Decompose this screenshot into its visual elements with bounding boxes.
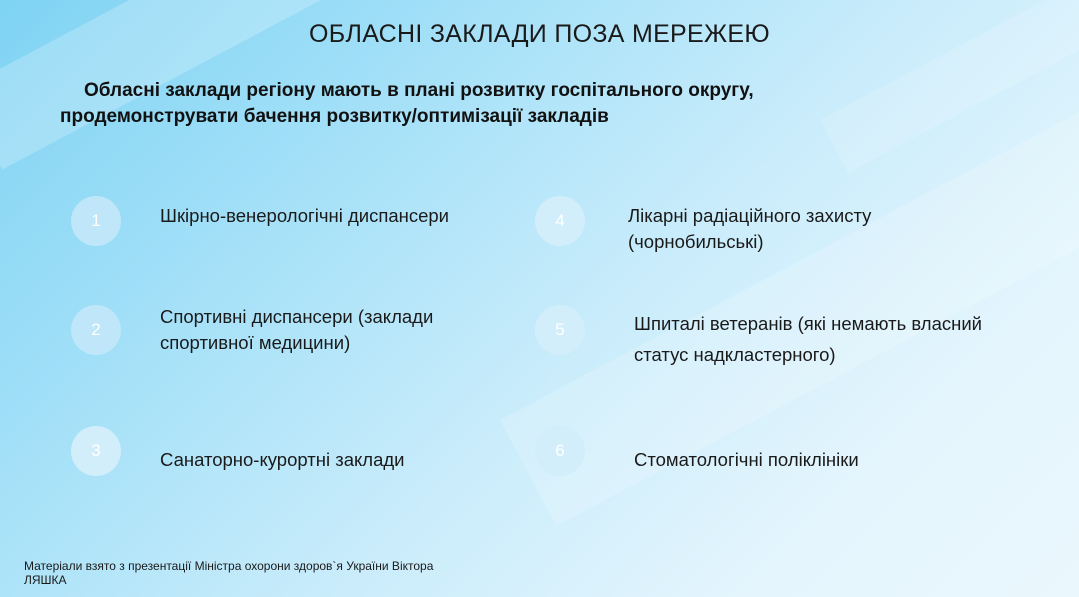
item-4-line-2: (чорнобильські) [628,231,764,252]
slide-subtitle [60,78,960,130]
item-4-text [628,203,871,255]
item-4-line-1: Лікарні радіаційного захисту [628,205,872,226]
footnote-line-2: ЛЯШКА [24,573,67,587]
source-footnote [24,559,433,587]
subtitle-line-1: Обласні заклади регіону мають в плані розвитку госпітального округу, [84,80,754,101]
item-6-line-1: Стоматологічні поліклініки [634,449,859,470]
item-number-4: 4 [535,196,585,246]
item-2-line-1: Спортивні диспансери (заклади [160,306,434,327]
footnote-line-1: Матеріали взято з презентації Міністра охорони здоров`я України Віктора [24,559,434,573]
item-1-line-1: Шкірно-венерологічні диспансери [160,205,450,226]
item-1-text [160,203,449,229]
item-2-text [160,304,433,356]
item-3-line-1: Санаторно-курортні заклади [160,449,405,470]
item-number-2: 2 [71,305,121,355]
item-number-5: 5 [535,305,585,355]
item-5-line-2: статус надкластерного) [634,344,836,365]
subtitle-line-2: продемонструвати бачення розвитку/оптимізації закладів [60,106,609,127]
item-5-text [634,308,982,370]
item-number-6: 6 [535,426,585,476]
item-number-3: 3 [71,426,121,476]
item-number-1: 1 [71,196,121,246]
item-2-line-2: спортивної медицини) [160,332,351,353]
item-5-line-1: Шпиталі ветеранів (які немають власний [634,313,983,334]
item-6-text [634,447,859,473]
item-3-text [160,447,405,473]
slide-title: ОБЛАСНІ ЗАКЛАДИ ПОЗА МЕРЕЖЕЮ [309,20,770,48]
